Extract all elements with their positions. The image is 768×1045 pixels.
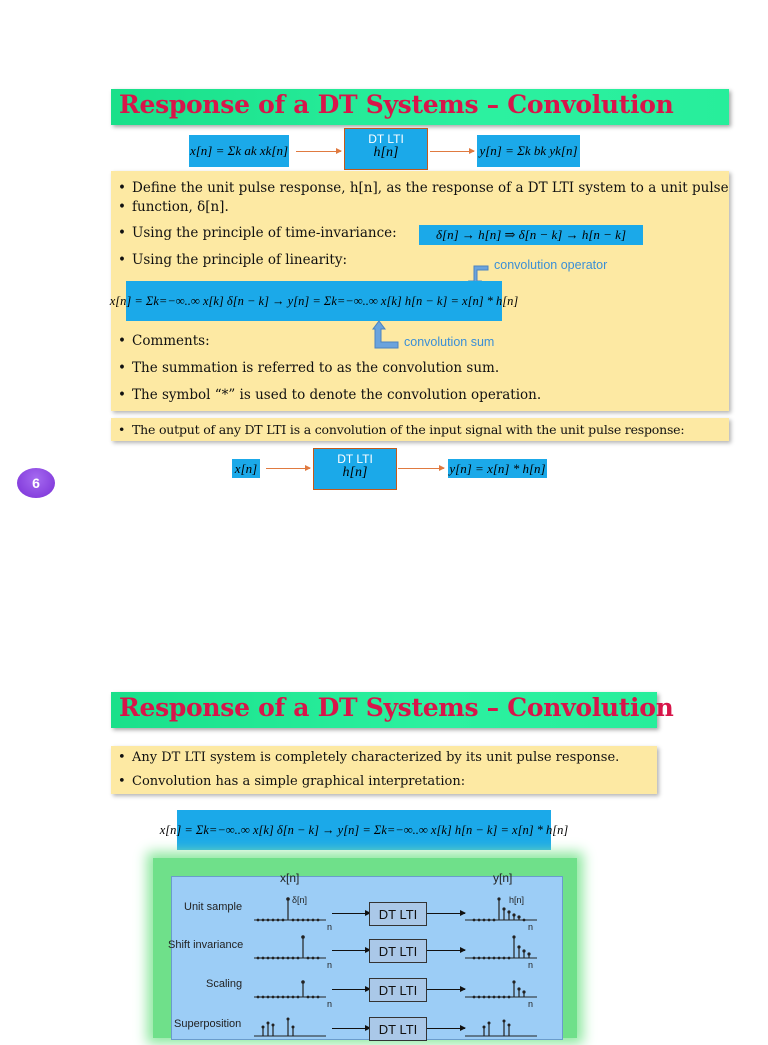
row3-input-axis: n <box>327 999 333 1009</box>
row1-lti-box: DT LTI <box>369 902 427 926</box>
row4-output-stem-plot <box>465 1005 545 1045</box>
sum-pointer-arrow <box>370 320 400 350</box>
figure-input-header: x[n] <box>280 871 300 885</box>
bottom-lti-label: DT LTI <box>337 452 373 466</box>
linearity-convolution-equation <box>109 281 519 321</box>
note-convolution-operator: convolution operator <box>494 258 608 272</box>
bullet-define: • Define the unit pulse response, h[n], as the response of a DT LTI system to a unit pulse <box>132 178 729 198</box>
slide2-bullet-characterized: • Any DT LTI system is completely characterized by its unit pulse response. <box>132 748 619 768</box>
slide2-title-bar <box>111 692 674 728</box>
top-output-equation <box>477 135 580 167</box>
figure-output-header: y[n] <box>493 871 513 885</box>
row-label-unit-sample: Unit sample <box>184 901 243 913</box>
bullet-time-invariance: • Using the principle of time-invariance: <box>132 223 397 243</box>
figure-panel <box>168 871 563 1040</box>
row-label-scaling: Scaling <box>206 978 243 990</box>
row-label-superposition: Superposition <box>174 1018 242 1030</box>
row4-lti-box: DT LTI <box>369 1017 427 1041</box>
row3-arrow-in <box>332 989 370 990</box>
slide1-title: Response of a DT Systems – Convolution <box>119 90 674 119</box>
bullet-comments: • Comments: <box>132 331 210 351</box>
bottom-arrow-out <box>398 468 444 469</box>
bullet-linearity: • Using the principle of linearity: <box>132 250 347 270</box>
row1-arrow-in <box>332 913 370 914</box>
top-arrow-in <box>296 151 341 152</box>
row2-input-stem-plot <box>254 927 334 967</box>
top-arrow-out <box>430 151 474 152</box>
row1-arrow-out <box>427 913 465 914</box>
top-lti-h: h[n] <box>373 145 399 160</box>
slide2-bullet-graphical: • Convolution has a simple graphical interpretation: <box>132 772 465 792</box>
top-lti-box <box>344 128 428 170</box>
row1-output-tag: h[n] <box>509 895 525 905</box>
slide2-title: Response of a DT Systems – Convolution <box>119 693 674 722</box>
top-input-equation-text: x[n] = Σk ak xk[n] <box>189 143 289 158</box>
graphical-interpretation-figure <box>153 858 577 1038</box>
slide2-convolution-equation-text: x[n] = Σk=−∞..∞ x[k] δ[n − k] → y[n] = Σk=−∞..∞ x[k] h[n − k] = x[n] * h[n] <box>159 822 569 837</box>
bullet-output: • The output of any DT LTI is a convolution of the input signal with the unit pulse response: <box>132 420 684 440</box>
row2-input-axis: n <box>327 960 333 970</box>
page-number-badge: 6 <box>17 468 55 498</box>
slide2-convolution-equation <box>159 810 569 850</box>
top-input-equation <box>189 135 289 167</box>
row1-input-axis: n <box>327 922 333 932</box>
time-invariance-equation-text: δ[n] → h[n] ⇒ δ[n − k] → h[n − k] <box>435 227 627 242</box>
bullet-summation: • The summation is referred to as the convolution sum. <box>132 358 499 378</box>
bottom-output <box>448 459 547 478</box>
row2-output-axis: n <box>528 960 534 970</box>
row3-input-stem-plot <box>254 966 334 1006</box>
sum-pointer-icon <box>370 320 400 350</box>
row3-arrow-out <box>427 989 465 990</box>
row3-output-axis: n <box>528 999 534 1009</box>
bullet-symbol: • The symbol “*” is used to denote the convolution operation. <box>132 385 541 405</box>
bottom-output-text: y[n] = x[n] * h[n] <box>449 460 546 476</box>
row2-arrow-out <box>427 950 465 951</box>
row-label-shift-invariance: Shift invariance <box>168 939 244 951</box>
bottom-arrow-in <box>266 468 310 469</box>
row2-lti-box: DT LTI <box>369 939 427 963</box>
row2-arrow-in <box>332 950 370 951</box>
row1-input-tag: δ[n] <box>292 895 308 905</box>
row3-lti-box: DT LTI <box>369 978 427 1002</box>
note-convolution-sum: convolution sum <box>404 335 495 349</box>
top-lti-label: DT LTI <box>368 132 404 146</box>
slide1-title-bar <box>111 89 729 125</box>
row4-arrow-out <box>427 1028 465 1029</box>
time-invariance-equation <box>419 225 643 245</box>
row4-arrow-in <box>332 1028 370 1029</box>
bottom-lti-h: h[n] <box>342 465 368 480</box>
bottom-input-text: x[n] <box>234 460 258 476</box>
row4-input-stem-plot <box>254 1005 334 1045</box>
bullet-define-cont: • function, δ[n]. <box>132 197 229 217</box>
row1-output-axis: n <box>528 922 534 932</box>
linearity-convolution-equation-text: x[n] = Σk=−∞..∞ x[k] δ[n − k] → y[n] = Σk=−∞..∞ x[k] h[n − k] = x[n] * h[n] <box>109 293 519 308</box>
bottom-lti-box <box>313 448 397 490</box>
top-output-equation-text: y[n] = Σk bk yk[n] <box>479 143 578 158</box>
bottom-input <box>232 459 260 478</box>
